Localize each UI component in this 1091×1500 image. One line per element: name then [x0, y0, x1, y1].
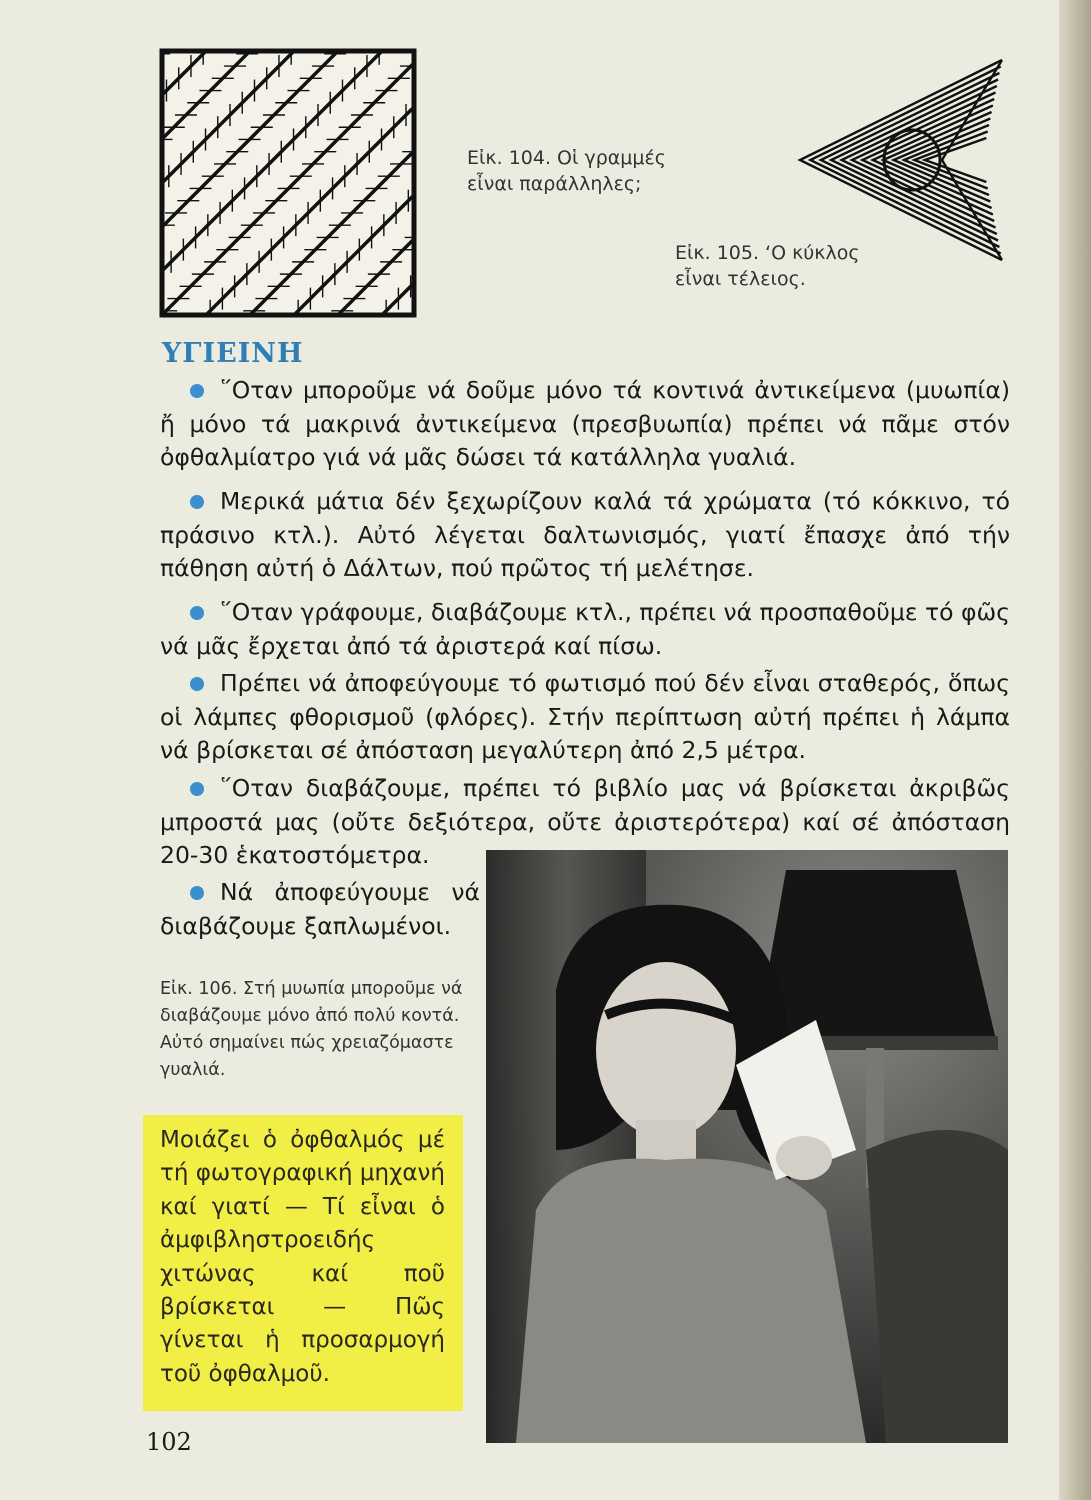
caption-line: Εἰκ. 104. Οἱ γραμμές: [467, 147, 666, 169]
figure-105-caption: [675, 240, 860, 292]
caption-line: εἶναι τέλειος.: [675, 268, 806, 290]
paragraph: [160, 667, 1010, 768]
paragraph-text: ῞Οταν μποροῦμε νά δοῦμε μόνο τά κοντινά ἀντικείμενα (μυωπία) ἤ μόνο τά μακρινά ἀντικείμενα (πρεσβυωπία) πρέπει νά πᾶμε στόν ὀφθαλμίατρο γιά νά μᾶς δώσει τά κατάλληλα γυαλιά.: [160, 376, 1010, 471]
figure-106-caption: Εἰκ. 106. Στή μυωπία μποροῦμε νά διαβάζουμε μόνο ἀπό πολύ κοντά. Αὐτό σημαίνει πώς χρειαζόμαστε γυαλιά.: [160, 979, 463, 1080]
caption-line: εἶναι παράλληλες;: [467, 173, 642, 195]
paragraph-text: Νά ἀποφεύγουμε νά διαβάζουμε ξαπλωμένοι.: [160, 878, 480, 940]
bullet-icon: [190, 677, 204, 691]
paragraph: [160, 485, 1010, 586]
paragraph: [160, 876, 480, 943]
caption-line: Εἰκ. 105. ‘Ο κύκλος: [675, 242, 860, 264]
questions-text: Μοιάζει ὁ ὀφθαλμός μέ τή φωτογραφική μηχανή καί γιατί — Τί εἶναι ὁ ἀμφιβληστροειδής χιτώνας καί ποῦ βρίσκεται — Πῶς γίνεται ἡ προσαρμογή τοῦ ὀφθαλμοῦ.: [160, 1127, 445, 1387]
paragraph: [160, 374, 1010, 475]
bullet-icon: [190, 495, 204, 509]
paragraph-text: ῞Οταν διαβάζουμε, πρέπει τό βιβλίο μας νά βρίσκεται ἀκριβῶς μπροστά μας (οὔτε δεξιότερα, οὔτε ἀριστερότερα) καί σέ ἀπόσταση 20-30 ἑκατοστόμετρα.: [160, 774, 1010, 869]
bullet-icon: [190, 886, 204, 900]
figure-104-caption: [467, 145, 666, 197]
bullet-icon: [190, 606, 204, 620]
girl-reading-photo: [486, 850, 1008, 1443]
zollner-illusion-figure: [158, 47, 418, 319]
paragraph-text: ῞Οταν γράφουμε, διαβάζουμε κτλ., πρέπει νά προσπαθοῦμε τό φῶς νά μᾶς ἔρχεται ἀπό τά ἀριστερά καί πίσω.: [160, 598, 1010, 660]
bullet-icon: [190, 384, 204, 398]
chevron-line: [821, 73, 1000, 247]
page-edge: [1059, 0, 1091, 1500]
paragraph-text: Πρέπει νά ἀποφεύγουμε τό φωτισμό πού δέν εἶναι σταθερός, ὅπως οἱ λάμπες φθορισμοῦ (φλόρες). Στήν περίπτωση αὐτή πρέπει ἡ λάμπα νά βρίσκεται σέ ἀπόσταση μεγαλύτερη ἀπό 2,5 μέτρα.: [160, 669, 1010, 764]
bullet-icon: [190, 782, 204, 796]
section-heading: ΥΓΙΕΙΝΗ: [162, 338, 304, 369]
paragraph-text: Μερικά μάτια δέν ξεχωρίζουν καλά τά χρώματα (τό κόκκινο, τό πράσινο κτλ.). Αὐτό λέγεται δαλτωνισμός, γιατί ἔπασχε ἀπό τήν πάθηση αὐτή ὁ Δάλτων, πού πρῶτος τή μελέτησε.: [160, 487, 1010, 582]
page-number: 102: [146, 1428, 192, 1456]
paragraph: [160, 596, 1010, 663]
